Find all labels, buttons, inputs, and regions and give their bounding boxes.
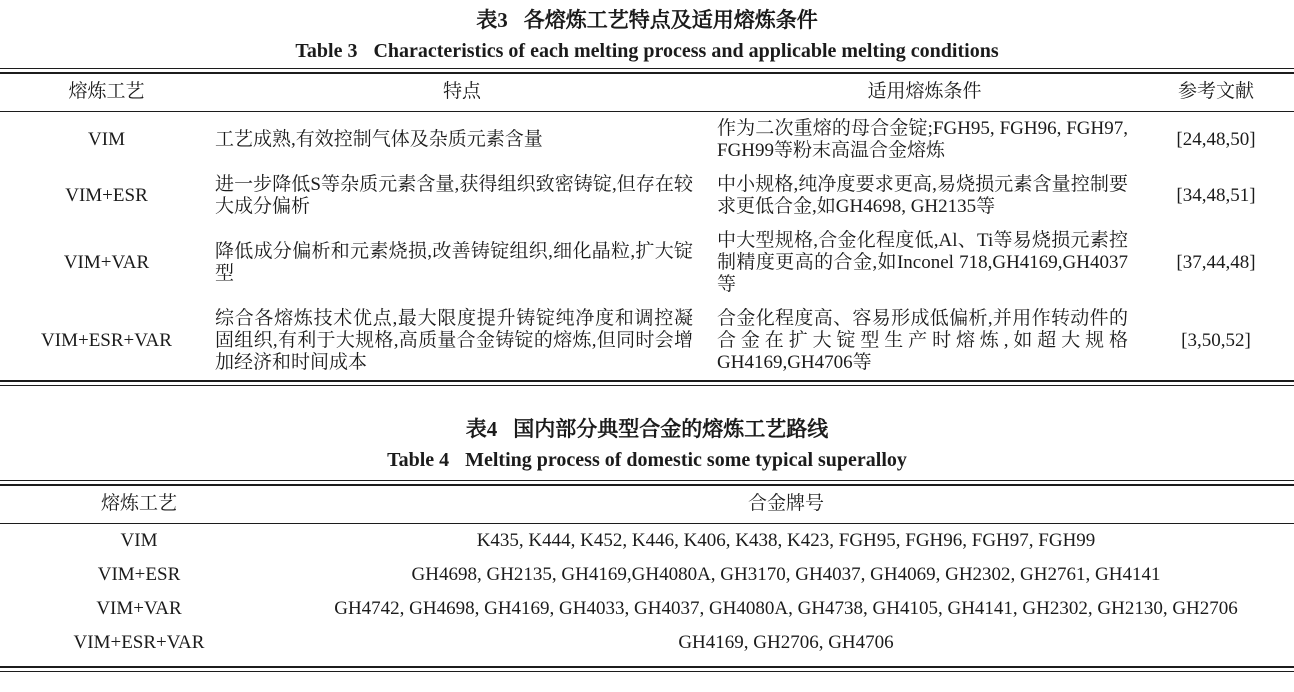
features-cell: 综合各熔炼技术优点,最大限度提升铸锭纯净度和调控凝固组织,有利于大规格,高质量合金铸锭的熔炼,但同时会增加经济和时间成本 — [215, 308, 693, 373]
table3-row — [0, 112, 1294, 169]
table3-header-row — [0, 74, 1294, 112]
refs-cell: [34,48,51] — [1176, 185, 1256, 206]
table4-row — [0, 558, 1294, 592]
features-cell: 进一步降低S等杂质元素含量,获得组织致密铸锭,但存在较大成分偏析 — [215, 174, 693, 217]
conditions-cell: 中小规格,纯净度要求更高,易烧损元素含量控制要求更低合金,如GH4698, GH2135等 — [717, 174, 1128, 217]
table4-header-process: 熔炼工艺 — [0, 486, 278, 524]
features-cell: 降低成分偏析和元素烧损,改善铸锭组织,细化晶粒,扩大锭型 — [215, 241, 693, 284]
table4-caption-en-label: Table 4 — [387, 449, 450, 471]
table3-caption-en-label: Table 3 — [295, 40, 358, 62]
alloys-cell: K435, K444, K452, K446, K406, K438, K423, FGH95, FGH96, FGH97, FGH99 — [476, 530, 1096, 551]
process-cell: VIM+VAR — [96, 598, 182, 619]
process-cell: VIM+ESR — [65, 185, 148, 206]
table3-caption-en — [0, 38, 1294, 65]
table4-caption-zh-text: 国内部分典型合金的熔炼工艺路线 — [513, 417, 829, 441]
table3-header-features: 特点 — [213, 74, 711, 112]
table3-row — [0, 302, 1294, 380]
table3-bottom-rule — [0, 380, 1294, 386]
table3-row — [0, 224, 1294, 302]
process-cell: VIM+VAR — [63, 252, 150, 273]
process-cell: VIM+ESR — [97, 564, 181, 585]
table4 — [0, 486, 1294, 660]
alloys-cell: GH4169, GH2706, GH4706 — [678, 632, 894, 653]
process-cell: VIM — [120, 530, 158, 551]
process-cell: VIM+ESR+VAR — [73, 632, 205, 653]
table4-row — [0, 626, 1294, 660]
table4-bottom-rule — [0, 666, 1294, 672]
alloys-cell: GH4742, GH4698, GH4169, GH4033, GH4037, GH4080A, GH4738, GH4105, GH4141, GH2302, GH2130, GH2706 — [334, 598, 1238, 619]
table3-row — [0, 168, 1294, 224]
table3-caption-zh-text: 各熔炼工艺特点及适用熔炼条件 — [523, 8, 818, 32]
table4-section — [0, 416, 1294, 672]
table4-caption-zh-label: 表4 — [465, 417, 498, 441]
features-cell: 工艺成熟,有效控制气体及杂质元素含量 — [215, 129, 543, 150]
table4-row — [0, 592, 1294, 626]
table4-caption-en-text: Melting process of domestic some typical superalloy — [465, 449, 907, 471]
conditions-cell: 中大型规格,合金化程度低,Al、Ti等易烧损元素控制精度更高的合金,如Inconel 718,GH4169,GH4037等 — [717, 230, 1128, 295]
table3-caption-en-text: Characteristics of each melting process and applicable melting conditions — [373, 40, 999, 62]
table4-header-row — [0, 486, 1294, 524]
table4-caption-en — [0, 447, 1294, 474]
conditions-cell: 合金化程度高、容易形成低偏析,并用作转动件的合金在扩大锭型生产时熔炼,如超大规格GH4169,GH4706等 — [717, 308, 1128, 373]
table3-header-refs: 参考文献 — [1138, 74, 1294, 112]
table4-caption-zh — [0, 416, 1294, 443]
process-cell: VIM+ESR+VAR — [41, 330, 172, 351]
table3-caption-zh-label: 表3 — [476, 8, 508, 32]
table3-header-process: 熔炼工艺 — [0, 74, 213, 112]
table3-section — [0, 7, 1294, 386]
table4-row — [0, 524, 1294, 559]
alloys-cell: GH4698, GH2135, GH4169,GH4080A, GH3170, GH4037, GH4069, GH2302, GH2761, GH4141 — [411, 564, 1161, 585]
table4-header-alloys: 合金牌号 — [278, 486, 1294, 524]
refs-cell: [3,50,52] — [1181, 330, 1251, 351]
table3-header-conditions: 适用熔炼条件 — [711, 74, 1138, 112]
conditions-cell: 作为二次重熔的母合金锭;FGH95, FGH96, FGH97, FGH99等粉末高温合金熔炼 — [717, 118, 1128, 161]
refs-cell: [24,48,50] — [1176, 129, 1256, 150]
table3-caption-zh — [0, 7, 1294, 34]
table3 — [0, 74, 1294, 380]
refs-cell: [37,44,48] — [1176, 252, 1256, 273]
process-cell: VIM — [88, 129, 125, 150]
